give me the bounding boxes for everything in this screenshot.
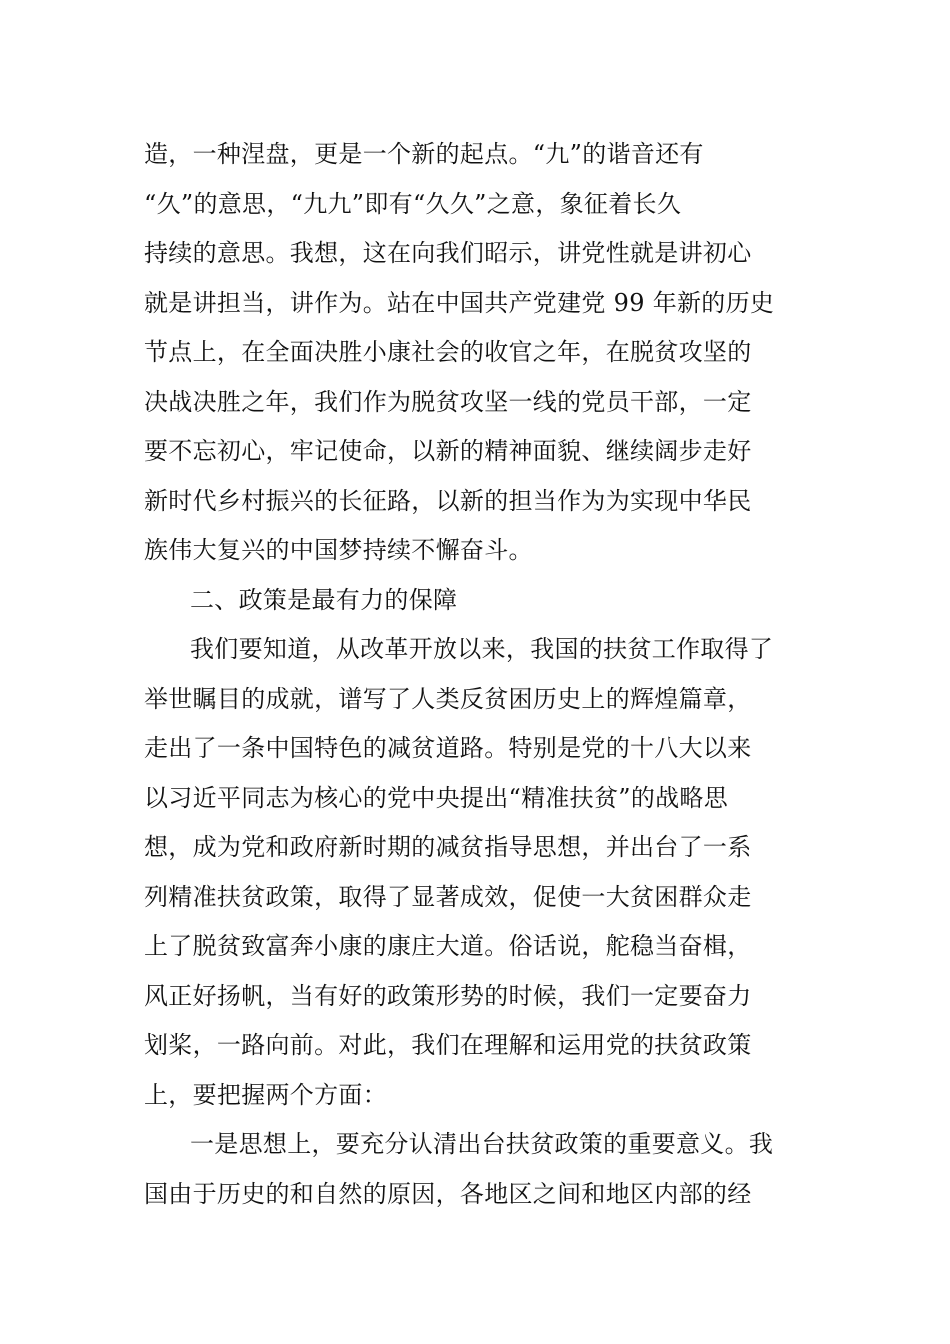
section-heading: 二、政策是最有力的保障 [190, 585, 458, 614]
text-line: 举世瞩目的成就，谱写了人类反贫困历史上的辉煌篇章， [144, 684, 752, 713]
text-line: 国由于历史的和自然的原因，各地区之间和地区内部的经 [144, 1179, 752, 1208]
text-line: 上，要把握两个方面： [144, 1080, 387, 1109]
text-line: 上了脱贫致富奔小康的康庄大道。俗话说，舵稳当奋楫， [144, 932, 752, 960]
text-line: 划桨，一路向前。对此，我们在理解和运用党的扶贫政策 [144, 1031, 752, 1059]
text-line: 列精准扶贫政策，取得了显著成效，促使一大贫困群众走 [144, 882, 752, 911]
text-line: “久”的意思，“九九”即有“久久”之意，象征着长久 [144, 189, 682, 218]
document-body [144, 130, 814, 1219]
text-line: 要不忘初心，牢记使命，以新的精神面貌、继续阔步走好 [144, 437, 752, 465]
text-line: 想，成为党和政府新时期的减贫指导思想，并出台了一系 [144, 833, 752, 861]
text-line: 造，一种涅盘，更是一个新的起点。“九”的谐音还有 [144, 140, 704, 168]
text-line: 持续的意思。我想，这在向我们昭示，讲党性就是讲初心 [144, 239, 752, 267]
text-line: 决战决胜之年，我们作为脱贫攻坚一线的党员干部，一定 [144, 387, 752, 416]
paragraph-first-line: 一是思想上，要充分认清出台扶贫政策的重要意义。我 [190, 1130, 774, 1158]
text-line: 族伟大复兴的中国梦持续不懈奋斗。 [144, 536, 533, 564]
text-line: 就是讲担当，讲作为。站在中国共产党建党 99 年新的历史 [144, 288, 775, 317]
text-line: 新时代乡村振兴的长征路，以新的担当作为为实现中华民 [144, 486, 752, 515]
text-line: 节点上，在全面决胜小康社会的收官之年，在脱贫攻坚的 [144, 338, 752, 366]
text-line: 走出了一条中国特色的减贫道路。特别是党的十八大以来 [144, 734, 752, 762]
text-line: 风正好扬帆，当有好的政策形势的时候，我们一定要奋力 [144, 981, 752, 1010]
paragraph-first-line: 我们要知道，从改革开放以来，我国的扶贫工作取得了 [190, 635, 774, 663]
text-line: 以习近平同志为核心的党中央提出“精准扶贫”的战略思 [144, 783, 729, 812]
